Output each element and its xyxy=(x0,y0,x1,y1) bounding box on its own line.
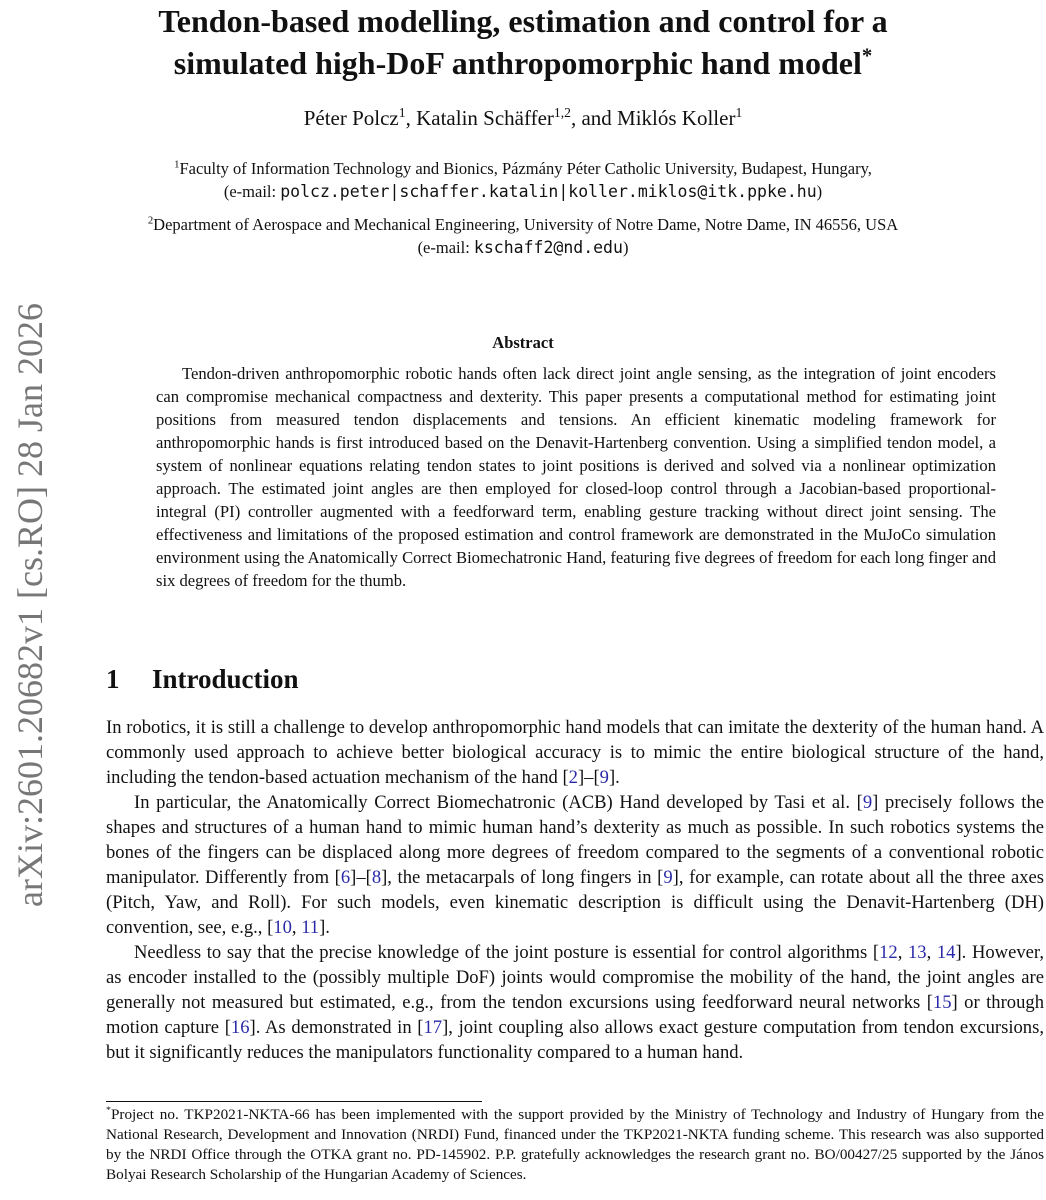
paragraph-text: ]–[ xyxy=(577,767,600,788)
paragraph xyxy=(106,715,1044,790)
paragraph-text: ], for example, can rotate about all the three axes (Pitch, Yaw, and Roll). For such models, even kinematic description is difficult using the Denavit-Hartenberg (DH) convention, see, e.g., [ xyxy=(106,867,1044,938)
footnote-divider xyxy=(106,1101,482,1102)
paragraph-text: , xyxy=(926,942,937,963)
citation-link[interactable]: 9 xyxy=(663,867,673,888)
paragraph-text: In robotics, it is still a challenge to develop anthropomorphic hand models that can imitate the dexterity of the human hand. A commonly used approach to achieve better biological accuracy is to mimic the entire biological structure of the hand, including the tendon-based actuation mechanism of the hand xyxy=(106,717,1044,788)
citation-link[interactable]: 11 xyxy=(301,917,320,938)
paragraph-text: ]. xyxy=(608,767,620,788)
introduction-body xyxy=(106,715,1044,1065)
citation-link[interactable]: 9 xyxy=(862,792,873,813)
citation-link[interactable]: 15 xyxy=(932,992,952,1013)
citation-link[interactable]: 16 xyxy=(230,1017,250,1038)
paragraph-text: In particular, the Anatomically Correct Biomechatronic (ACB) Hand developed by Tasi et al. [ xyxy=(134,792,863,813)
paragraph-text: ]. However, as encoder installed to the (possibly multiple DoF) joints would compromise the mobility of the hand, the joint angles are generally not measured but estimated, e.g., from the tendon excursions using feedforward neural networks [ xyxy=(106,942,1045,1013)
author: Péter Polcz$^1$, xyxy=(303,105,417,130)
citation-link[interactable]: 2 xyxy=(568,767,578,788)
citation-link[interactable]: 17 xyxy=(423,1017,443,1038)
paragraph xyxy=(106,940,1044,1065)
citation-link[interactable]: 10 xyxy=(273,917,292,938)
footnote xyxy=(106,1105,1044,1185)
paragraph-text: , xyxy=(897,942,908,963)
title-footnote-mark: * xyxy=(861,44,873,68)
email-address[interactable]: polcz.peter|schaffer.katalin|koller.miklos@itk.ppke.hu xyxy=(280,182,817,201)
affiliation-1: $^1$Faculty of Information Technology and Bionics, Pázmány Péter Catholic University, Budapest, Hungary, (e-mail: polcz.peter|schaffer.katalin|koller.miklos@itk.ppke.hu) xyxy=(174,158,872,201)
citation-link[interactable]: 8 xyxy=(371,867,382,888)
citation-link[interactable]: 13 xyxy=(907,942,927,963)
citation-link[interactable]: 12 xyxy=(879,942,898,963)
author-list xyxy=(0,106,1046,131)
paragraph-text: [ xyxy=(562,767,569,788)
paragraph-text: Needless to say that the precise knowledge of the joint posture is essential for control algorithms [ xyxy=(134,942,880,963)
abstract-body xyxy=(156,362,996,592)
arxiv-identifier: arXiv:2601.20682v1 [cs.RO] 28 Jan 2026 xyxy=(10,303,50,907)
paragraph-text: ], joint coupling also allows exact gesture computation from tendon excursions, but it significantly reduces the manipulators functionality compared to a human hand. xyxy=(106,1017,1044,1063)
abstract-text: Tendon-driven anthropomorphic robotic hands often lack direct joint angle sensing, as the integration of joint encoders can compromise mechanical compactness and dexterity. This paper presents a computational method for estimating joint positions from measured tendon displacements and tensions. An efficient kinematic modeling framework for anthropomorphic hands is first introduced based on the Denavit-Hartenberg convention. Using a simplified tendon model, a system of nonlinear equations relating tendon states to joint positions is derived and solved via a nonlinear optimization approach. The estimated joint angles are then employed for closed-loop control through a Jacobian-based proportional-integral (PI) controller augmented with a feedforward term, enabling gesture tracking without direct joint sensing. The effectiveness and limitations of the proposed estimation and control framework are demonstrated in the MuJoCo simulation environment using the Anatomically Correct Biomechatronic Hand, featuring five degrees of freedom for each long finger and six degrees of freedom for the thumb. xyxy=(156,364,996,590)
paragraph-text: ]–[ xyxy=(350,867,372,888)
paragraph xyxy=(106,790,1044,940)
citation-link[interactable]: 6 xyxy=(340,867,351,888)
paragraph-text: , xyxy=(291,917,302,938)
author: Katalin Schäffer$^{1,2}$, and xyxy=(416,105,618,130)
section-heading xyxy=(106,664,299,695)
paragraph-text: ]. xyxy=(319,917,330,938)
abstract-heading: Abstract xyxy=(492,333,554,352)
citation-link[interactable]: 9 xyxy=(599,767,609,788)
title-line-1: Tendon-based modelling, estimation and control for a xyxy=(158,3,888,39)
paper-title xyxy=(0,0,1046,84)
section-title: Introduction xyxy=(152,664,299,694)
footnote-text: Project no. TKP2021-NKTA-66 has been implemented with the support provided by the Ministry of Technology and Industry of Hungary from the National Research, Development and Innovation (NRDI) Fund, financed under the TKP2021-NKTA funding scheme. This research was also supported by the NRDI Office through the OTKA grant no. PD-145902. P.P. gratefully acknowledges the research grant no. BO/00427/25 supported by the János Bolyai Research Scholarship of the Hungarian Academy of Sciences. xyxy=(106,1106,1044,1183)
paragraph-text: ], the metacarpals of long fingers in [ xyxy=(381,867,664,888)
title-line-2: simulated high-DoF anthropomorphic hand model* xyxy=(173,44,873,81)
paragraph-text: ] or through motion capture [ xyxy=(106,992,1044,1038)
affiliation-2: $^2$Department of Aerospace and Mechanical Engineering, University of Notre Dame, Notre Dame, IN 46556, USA (e-mail: kschaff2@nd.edu) xyxy=(147,214,899,257)
citation-link[interactable]: 14 xyxy=(936,942,956,963)
arxiv-sidebar xyxy=(0,255,60,955)
paragraph-text: ]. As demonstrated in [ xyxy=(249,1017,424,1038)
footnote-mark: * xyxy=(106,1104,111,1116)
section-number: 1 xyxy=(106,664,120,694)
paragraph-text: ] precisely follows the shapes and structures of a human hand to mimic human hand’s dexterity as much as possible. In such robotics systems the bones of the fingers can be displaced along more degrees of freedom compared to the segments of a conventional robotic manipulator. Differently from [ xyxy=(106,792,1045,888)
email-address[interactable]: kschaff2@nd.edu xyxy=(473,238,623,257)
author: Miklós Koller$^1$ xyxy=(617,105,743,130)
